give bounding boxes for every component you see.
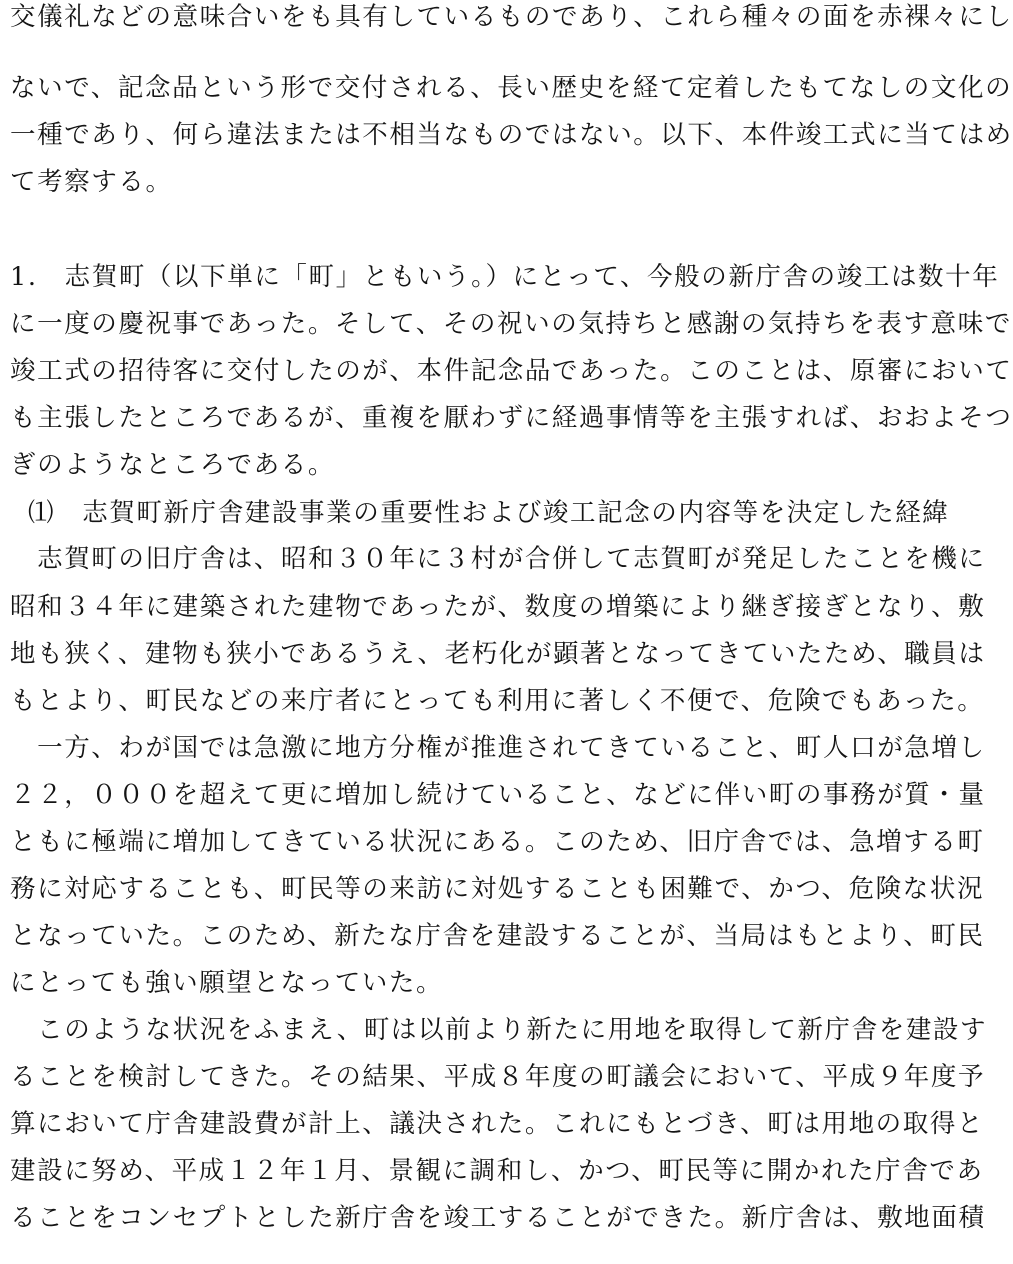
text-line: 建設に努め、平成１２年１月、景観に調和し、かつ、町民等に開かれた庁舎であ <box>10 1156 984 1186</box>
text-line: 交儀礼などの意味合いをも具有しているものであり、これら種々の面を赤裸々にし <box>10 2 1013 32</box>
text-line: て考察する。 <box>10 167 173 197</box>
text-line: ることを検討してきた。その結果、平成８年度の町議会において、平成９年度予 <box>10 1062 986 1092</box>
text-line: 竣工式の招待客に交付したのが、本件記念品であった。このことは、原審において <box>10 356 1013 386</box>
text-line: ２２，０００を超えて更に増加し続けていること、などに伴い町の事務が質・量 <box>10 780 986 810</box>
text-line: このような状況をふまえ、町は以前より新たに用地を取得して新庁舎を建設す <box>10 1015 988 1045</box>
text-line: 志賀町の旧庁舎は、昭和３０年に３村が合併して志賀町が発足したことを機に <box>10 544 986 574</box>
section-heading-1: 1. 志賀町（以下単に「町」ともいう。）にとって、今般の新庁舎の竣工は数十年 <box>10 262 1000 292</box>
text-line: に一度の慶祝事であった。そして、その祝いの気持ちと感謝の気持ちを表す意味で <box>10 309 1012 339</box>
text-line: ぎのようなところである。 <box>10 450 335 480</box>
text-line: 一方、わが国では急激に地方分権が推進されてきていること、町人口が急増し <box>10 733 986 763</box>
text-line: にとっても強い願望となっていた。 <box>10 968 444 998</box>
subsection-heading-1: ⑴ 志賀町新庁舎建設事業の重要性および竣工記念の内容等を決定した経緯 <box>28 498 950 528</box>
text-line: ともに極端に増加してきている状況にある。このため、旧庁舎では、急増する町 <box>10 827 985 857</box>
text-line: 昭和３４年に建築された建物であったが、数度の増築により継ぎ接ぎとなり、敷 <box>10 592 986 622</box>
text-line: ないで、記念品という形で交付される、長い歴史を経て定着したもてなしの文化の <box>10 73 1013 103</box>
text-line: 務に対応することも、町民等の来訪に対処することも困難で、かつ、危険な状況 <box>10 874 985 904</box>
text-line: となっていた。このため、新たな庁舎を建設することが、当局はもとより、町民 <box>10 921 985 951</box>
text-line: ることをコンセプトとした新庁舎を竣工することができた。新庁舎は、敷地面積 <box>10 1203 986 1233</box>
text-line: 一種であり、何ら違法または不相当なものではない。以下、本件竣工式に当てはめ <box>10 120 1013 150</box>
text-line: もとより、町民などの来庁者にとっても利用に著しく不便で、危険でもあった。 <box>10 686 985 716</box>
text-line: も主張したところであるが、重複を厭わずに経過事情等を主張すれば、おおよそつ <box>10 403 1013 433</box>
text-line: 地も狭く、建物も狭小であるうえ、老朽化が顕著となってきていたため、職員は <box>10 639 986 669</box>
text-line: 算において庁舎建設費が計上、議決された。これにもとづき、町は用地の取得と <box>10 1109 985 1139</box>
